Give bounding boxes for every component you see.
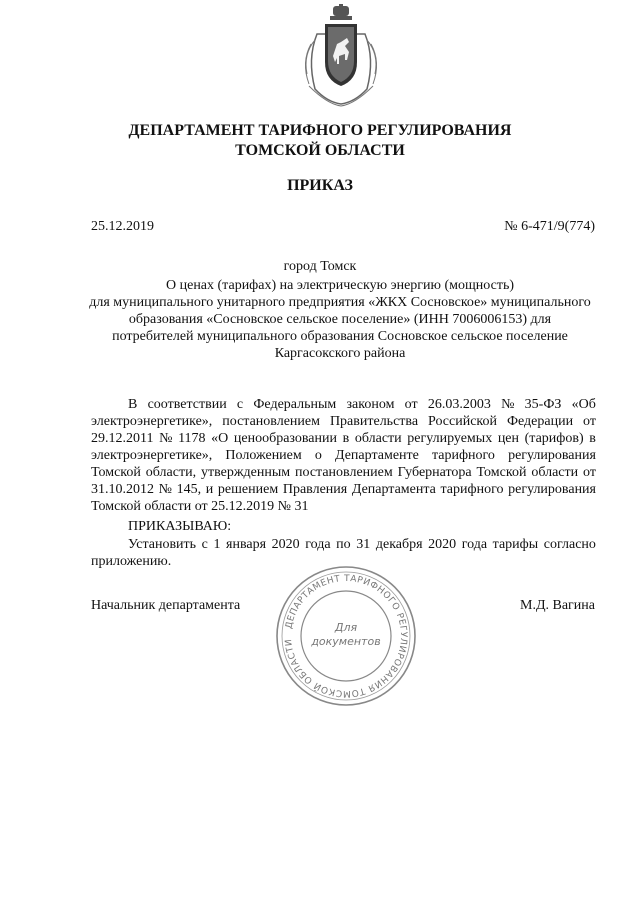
word: Правительства: [329, 414, 419, 429]
word: по: [336, 537, 351, 552]
stamp-center-line-2: документов: [311, 635, 381, 648]
word: электроэнергетике»,: [91, 448, 213, 463]
directive-line: [91, 536, 596, 553]
word: В: [128, 397, 138, 412]
word: Томской: [91, 465, 141, 480]
word: и: [205, 482, 214, 497]
word: о: [314, 448, 322, 463]
preamble-line: [91, 396, 596, 413]
word: (тарифов): [524, 431, 584, 446]
word: «Об: [571, 397, 596, 412]
word: утвержденным: [200, 465, 291, 480]
word: с: [236, 397, 244, 412]
stamp-ring-text: ДЕПАРТАМЕНТ ТАРИФНОГО РЕГУЛИРОВАНИЯ ТОМСКОЙ ОБЛАСТИ: [283, 573, 409, 699]
preamble-line: [91, 481, 596, 498]
subject-line: образования «Сосновское сельское поселение» (ИНН 7006006153) для: [128, 312, 552, 327]
order-subject: [80, 277, 600, 362]
word: Установить: [128, 537, 197, 552]
word: №: [159, 431, 173, 446]
preamble-line: Томской области от 25.12.2019 № 31: [91, 499, 309, 514]
word: года: [461, 537, 488, 552]
word: 29.12.2011: [91, 431, 154, 446]
subject-line: О ценах (тарифах) на электрическую энергию (мощность): [166, 278, 514, 293]
coat-of-arms-icon: [297, 4, 385, 108]
word: тарифного: [440, 482, 504, 497]
word: постановлением: [222, 414, 320, 429]
city-line: город Томск: [283, 259, 357, 274]
preamble-paragraph: [91, 396, 596, 515]
word: с: [201, 537, 208, 552]
preamble-line: [91, 447, 596, 464]
word: ценообразовании: [233, 431, 337, 446]
word: №: [501, 397, 515, 412]
word: решением: [217, 482, 279, 497]
word: регулируемых: [407, 431, 493, 446]
order-title: ПРИКАЗ: [287, 177, 353, 194]
order-directive-word: ПРИКАЗЫВАЮ:: [128, 519, 232, 534]
word: тарифы: [492, 537, 539, 552]
word: электроэнергетике»,: [91, 414, 213, 429]
word: 1178: [178, 431, 206, 446]
word: 26.03.2003: [427, 397, 491, 412]
word: года: [305, 537, 331, 552]
word: Положением: [225, 448, 302, 463]
word: Томской: [476, 465, 527, 480]
subject-line: потребителей муниципального образования Сосновское сельское поселение: [112, 329, 568, 344]
word: согласно: [543, 537, 596, 552]
word: тарифного: [431, 448, 495, 463]
preamble-line: [91, 413, 596, 430]
word: 2020: [428, 537, 457, 552]
word: в: [342, 431, 350, 446]
stamp-center-line-1: Для: [334, 621, 358, 634]
preamble-line: [91, 464, 596, 481]
word: 35-ФЗ: [524, 397, 562, 412]
word: области: [354, 431, 402, 446]
word: 1: [213, 537, 221, 552]
word: Российской: [428, 414, 497, 429]
department-title: [0, 121, 640, 161]
word: «О: [211, 431, 229, 446]
word: соответствии: [147, 397, 227, 412]
word: Федеральным: [253, 397, 337, 412]
word: области,: [145, 465, 197, 480]
word: от: [583, 414, 596, 429]
directive-line: приложению.: [91, 554, 172, 569]
subject-line: Каргасокского района: [274, 346, 406, 361]
preamble-line: [91, 430, 596, 447]
word: регулирования: [508, 482, 596, 497]
word: регулирования: [508, 448, 596, 463]
word: №: [158, 482, 172, 497]
word: 31: [356, 537, 371, 552]
word: Департаменте: [335, 448, 419, 463]
word: 31.10.2012: [91, 482, 154, 497]
word: 145,: [176, 482, 202, 497]
word: Губернатора: [397, 465, 472, 480]
department-title-line-1: ДЕПАРТАМЕНТ ТАРИФНОГО РЕГУЛИРОВАНИЯ: [128, 122, 512, 139]
signatory-position: Начальник департамента: [91, 598, 241, 613]
word: 2020: [271, 537, 300, 552]
word: области: [531, 465, 579, 480]
word: постановлением: [295, 465, 393, 480]
official-stamp: [274, 565, 418, 707]
word: в: [589, 431, 596, 446]
word: от: [583, 465, 596, 480]
word: Федерации: [506, 414, 574, 429]
subject-line: для муниципального унитарного предприятия «ЖКХ Сосновское» муниципального: [89, 295, 591, 310]
order-date: 25.12.2019: [91, 219, 154, 234]
word: законом: [346, 397, 395, 412]
word: цен: [497, 431, 520, 446]
word: от: [404, 397, 418, 412]
word: декабря: [375, 537, 423, 552]
word: Правления: [282, 482, 348, 497]
word: января: [226, 537, 267, 552]
department-title-line-2: ТОМСКОЙ ОБЛАСТИ: [235, 142, 405, 159]
order-number: № 6-471/9(774): [504, 219, 595, 234]
word: Департамента: [351, 482, 436, 497]
signatory-name: М.Д. Вагина: [520, 598, 595, 613]
